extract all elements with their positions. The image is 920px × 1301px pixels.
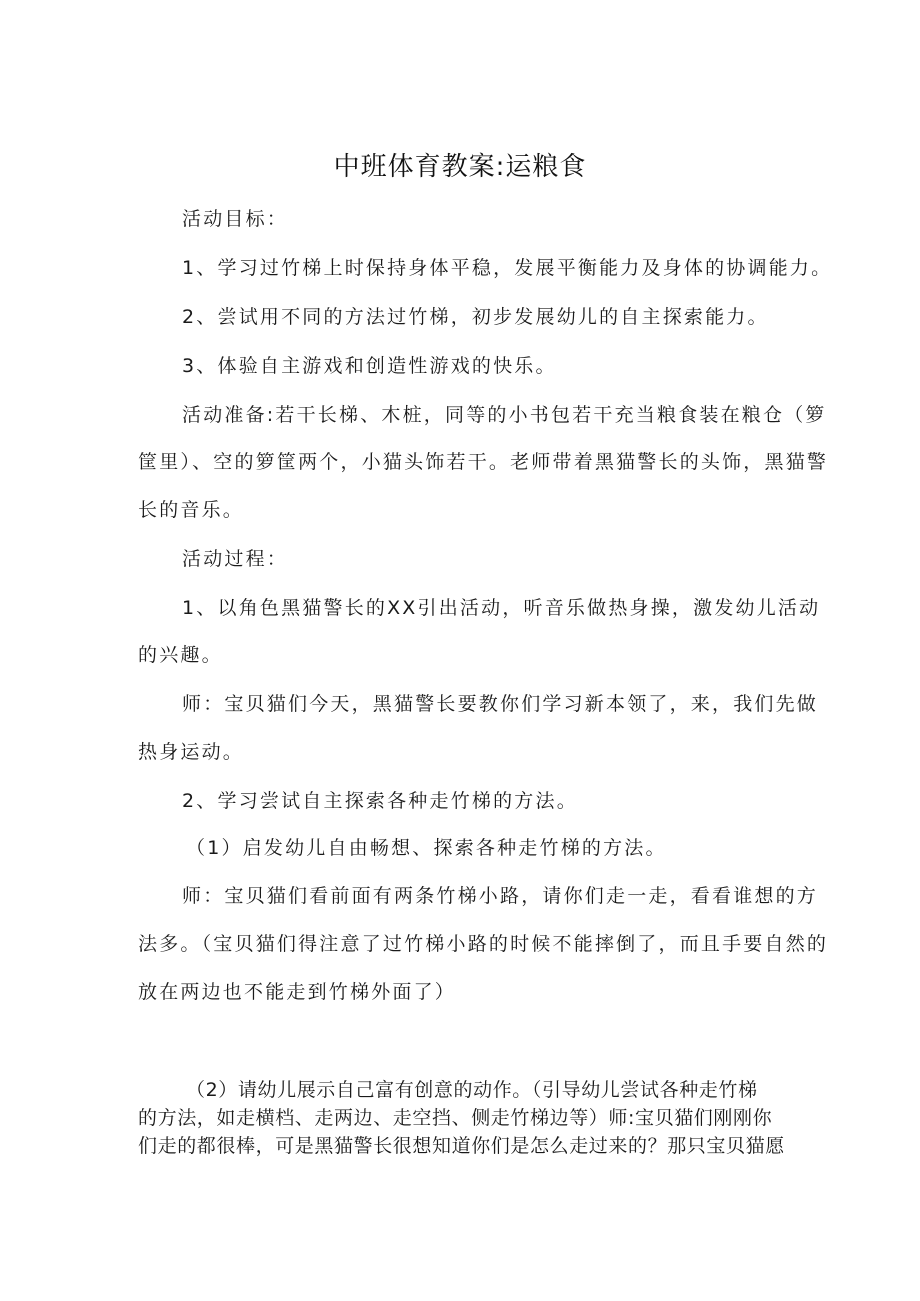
section-heading-process: 活动过程：	[182, 548, 289, 570]
process-substep-2-line-1: （2）请幼儿展示自己富有创意的动作。（引导幼儿尝试各种走竹梯	[186, 1079, 758, 1101]
goal-item-3: 3、体验自主游戏和创造性游戏的快乐。	[182, 355, 557, 377]
teacher-line-1: 师：宝贝猫们今天，黑猫警长要教你们学习新本领了，来，我们先做	[182, 693, 819, 715]
teacher-line-3: 师：宝贝猫们看前面有两条竹梯小路，请你们走一走，看看谁想的方	[182, 885, 819, 907]
preparation-line-2: 筐里）、空的箩筐两个，小猫头饰若干。老师带着黑猫警长的头饰，黑猫警	[138, 451, 829, 473]
goal-item-2: 2、尝试用不同的方法过竹梯，初步发展幼儿的自主探索能力。	[182, 306, 769, 328]
teacher-line-2: 热身运动。	[138, 741, 245, 763]
process-substep-1: （1）启发幼儿自由畅想、探索各种走竹梯的方法。	[186, 837, 667, 859]
teacher-line-4: 法多。（宝贝猫们得注意了过竹梯小路的时候不能摔倒了，而且手要自然的	[138, 933, 829, 955]
process-step-1-line-1: 1、以角色黑猫警长的XX引出活动，听音乐做热身操，激发幼儿活动	[182, 597, 821, 619]
preparation-line-3: 长的音乐。	[138, 499, 245, 521]
process-substep-2-line-2: 的方法，如走横档、走两边、走空挡、侧走竹梯边等）师:宝贝猫们刚刚你	[138, 1107, 773, 1129]
page-title: 中班体育教案:运粮食	[333, 152, 587, 182]
process-step-2: 2、学习尝试自主探索各种走竹梯的方法。	[182, 790, 578, 812]
process-step-1-line-2: 的兴趣。	[138, 644, 223, 666]
section-heading-goals: 活动目标：	[182, 208, 289, 230]
preparation-line-1: 活动准备:若干长梯、木桩，同等的小书包若干充当粮食装在粮仓（箩	[182, 404, 827, 426]
teacher-line-5: 放在两边也不能走到竹梯外面了）	[138, 981, 457, 1003]
goal-item-1: 1、学习过竹梯上时保持身体平稳，发展平衡能力及身体的协调能力。	[182, 257, 833, 279]
process-substep-2-line-3: 们走的都很棒，可是黑猫警长很想知道你们是怎么走过来的？那只宝贝猫愿	[138, 1135, 785, 1157]
